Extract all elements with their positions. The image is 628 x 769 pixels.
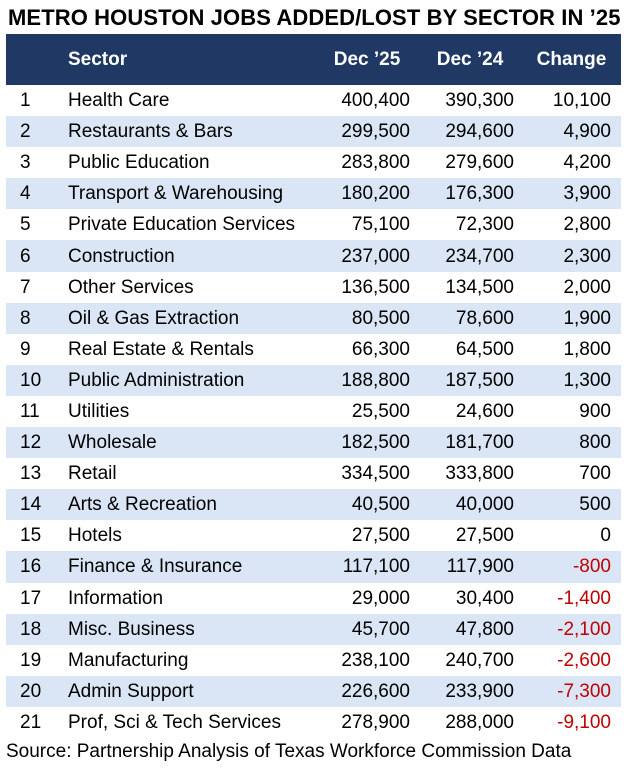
change-cell: 500 (579, 494, 611, 516)
dec-24-cell: 390,300 (445, 90, 514, 112)
rank-cell: 20 (20, 680, 42, 702)
table-row (6, 396, 621, 427)
table-body (6, 85, 621, 738)
dec-24-cell: 181,700 (445, 432, 514, 454)
dec-24-cell: 279,600 (445, 152, 514, 174)
dec-24-cell: 47,800 (455, 618, 514, 640)
sector-cell: Public Administration (68, 369, 245, 391)
sector-cell: Oil & Gas Extraction (68, 307, 240, 329)
rank-cell: 9 (20, 338, 31, 360)
dec-24-cell: 187,500 (445, 369, 514, 391)
table-row (6, 583, 621, 614)
dec-24-cell: 24,600 (455, 400, 514, 422)
table-row (6, 551, 621, 582)
rank-cell: 18 (20, 618, 42, 640)
dec-24-cell: 72,300 (455, 214, 514, 236)
dec-25-cell: 180,200 (341, 183, 410, 205)
dec-24-cell: 64,500 (455, 338, 514, 360)
dec-24-cell: 294,600 (445, 121, 514, 143)
table-row (6, 645, 621, 676)
table-row (6, 614, 621, 645)
dec-24-cell: 134,500 (445, 276, 514, 298)
dec-25-cell: 25,500 (351, 400, 410, 422)
dec-25-cell: 188,800 (341, 369, 410, 391)
dec-24-cell: 333,800 (445, 463, 514, 485)
dec-25-cell: 27,500 (351, 525, 410, 547)
rank-cell: 12 (20, 432, 42, 454)
rank-cell: 16 (20, 556, 42, 578)
dec-24-cell: 40,000 (455, 494, 514, 516)
change-cell: 900 (579, 400, 611, 422)
dec-25-cell: 237,000 (341, 245, 410, 267)
change-cell: 1,900 (563, 307, 611, 329)
dec-25-cell: 334,500 (341, 463, 410, 485)
table-row (6, 178, 621, 209)
rank-cell: 17 (20, 587, 42, 609)
table-row (6, 334, 621, 365)
table-header-row (6, 34, 621, 85)
change-cell: -1,400 (557, 587, 611, 609)
dec-25-cell: 80,500 (351, 307, 410, 329)
rank-cell: 2 (20, 121, 31, 143)
change-cell: 10,100 (552, 90, 611, 112)
rank-cell: 14 (20, 494, 42, 516)
table-row (6, 240, 621, 271)
dec-25-cell: 283,800 (341, 152, 410, 174)
rank-cell: 10 (20, 369, 42, 391)
sector-cell: Health Care (68, 90, 170, 112)
change-cell: -800 (572, 556, 611, 578)
change-cell: 4,900 (563, 121, 611, 143)
table-row (6, 272, 621, 303)
change-cell: 700 (579, 463, 611, 485)
header-dec-25: Dec ’25 (333, 48, 401, 70)
dec-25-cell: 40,500 (351, 494, 410, 516)
change-cell: -7,300 (557, 680, 611, 702)
dec-25-cell: 45,700 (351, 618, 410, 640)
sector-cell: Public Education (68, 152, 210, 174)
rank-cell: 19 (20, 649, 42, 671)
dec-24-cell: 240,700 (445, 649, 514, 671)
dec-25-cell: 226,600 (341, 680, 410, 702)
table-row (6, 676, 621, 707)
change-cell: -2,100 (557, 618, 611, 640)
dec-25-cell: 29,000 (351, 587, 410, 609)
dec-25-cell: 75,100 (351, 214, 410, 236)
header-rank (6, 34, 58, 85)
table-row (6, 707, 621, 738)
dec-25-cell: 136,500 (341, 276, 410, 298)
sector-cell: Other Services (68, 276, 194, 298)
sector-cell: Wholesale (68, 432, 157, 454)
dec-25-cell: 238,100 (341, 649, 410, 671)
change-cell: 2,800 (563, 214, 611, 236)
dec-25-cell: 278,900 (341, 711, 410, 733)
dec-24-cell: 117,900 (446, 556, 514, 578)
rank-cell: 4 (20, 183, 31, 205)
rank-cell: 3 (20, 152, 31, 174)
change-cell: 4,200 (563, 152, 611, 174)
sector-cell: Prof, Sci & Tech Services (68, 711, 281, 733)
sector-cell: Manufacturing (68, 649, 189, 671)
chart-title: METRO HOUSTON JOBS ADDED/LOST BY SECTOR IN ’25 (8, 5, 621, 30)
change-cell: 2,000 (563, 276, 611, 298)
sector-cell: Private Education Services (68, 214, 296, 236)
jobs-table (6, 34, 621, 738)
rank-cell: 13 (20, 463, 42, 485)
table-row (6, 303, 621, 334)
table-row (6, 520, 621, 551)
sector-cell: Transport & Warehousing (68, 183, 284, 205)
rank-cell: 1 (20, 90, 31, 112)
dec-25-cell: 400,400 (341, 90, 410, 112)
rank-cell: 5 (20, 214, 31, 236)
dec-24-cell: 234,700 (445, 245, 514, 267)
change-cell: -2,600 (557, 649, 611, 671)
sector-cell: Finance & Insurance (68, 556, 243, 578)
table-row (6, 427, 621, 458)
sector-cell: Admin Support (68, 680, 194, 702)
table-row (6, 147, 621, 178)
table-row (6, 458, 621, 489)
dec-24-cell: 27,500 (455, 525, 514, 547)
rank-cell: 11 (20, 400, 40, 422)
table-row (6, 116, 621, 147)
rank-cell: 15 (20, 525, 42, 547)
rank-cell: 21 (20, 711, 42, 733)
table-row (6, 489, 621, 520)
dec-24-cell: 288,000 (445, 711, 514, 733)
dec-25-cell: 117,100 (342, 556, 410, 578)
dec-25-cell: 66,300 (351, 338, 410, 360)
header-sector: Sector (68, 48, 128, 70)
table-row (6, 365, 621, 396)
change-cell: 1,800 (563, 338, 611, 360)
table-row (6, 209, 621, 240)
change-cell: 0 (600, 525, 611, 547)
rank-cell: 8 (20, 307, 31, 329)
change-cell: 3,900 (563, 183, 611, 205)
sector-cell: Retail (68, 463, 117, 485)
sector-cell: Construction (68, 245, 175, 267)
dec-24-cell: 176,300 (445, 183, 514, 205)
rank-cell: 7 (20, 276, 31, 298)
sector-cell: Information (68, 587, 164, 609)
source-note: Source: Partnership Analysis of Texas Workforce Commission Data (6, 741, 572, 762)
rank-cell: 6 (20, 245, 31, 267)
header-dec-24: Dec ’24 (436, 48, 504, 70)
table-row (6, 85, 621, 116)
change-cell: -9,100 (557, 711, 611, 733)
change-cell: 800 (579, 432, 611, 454)
change-cell: 2,300 (563, 245, 611, 267)
sector-cell: Utilities (68, 400, 130, 422)
dec-24-cell: 78,600 (455, 307, 514, 329)
dec-25-cell: 299,500 (341, 121, 410, 143)
dec-24-cell: 30,400 (455, 587, 514, 609)
dec-25-cell: 182,500 (341, 432, 410, 454)
sector-cell: Arts & Recreation (68, 494, 217, 516)
sector-cell: Real Estate & Rentals (68, 338, 254, 360)
header-change: Change (536, 48, 607, 70)
dec-24-cell: 233,900 (445, 680, 514, 702)
sector-cell: Restaurants & Bars (68, 121, 233, 143)
sector-cell: Misc. Business (68, 618, 195, 640)
change-cell: 1,300 (563, 369, 611, 391)
sector-cell: Hotels (68, 525, 122, 547)
